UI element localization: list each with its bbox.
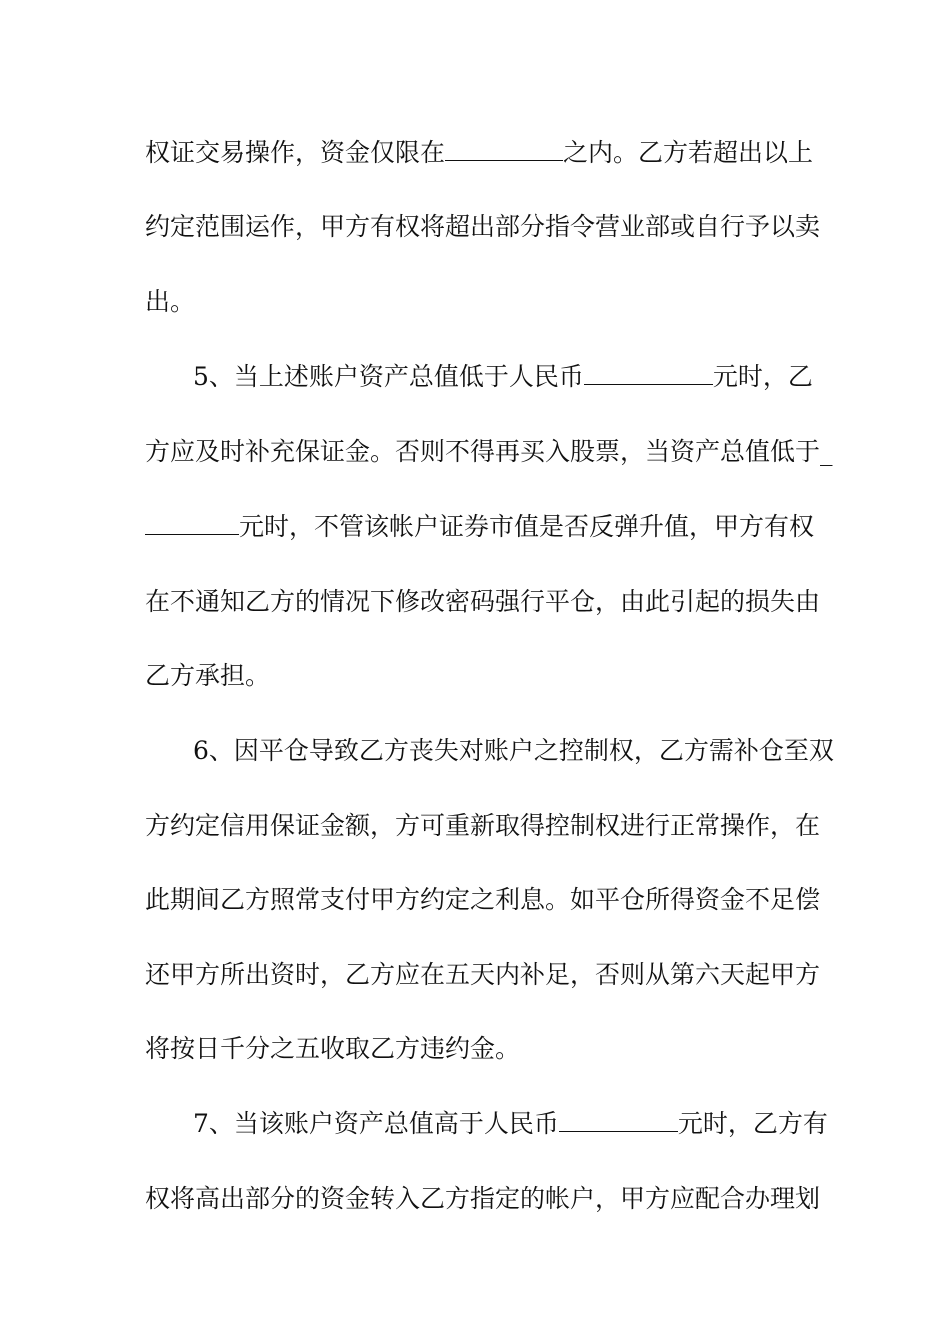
fill-in-blank (584, 362, 713, 385)
text-line-6 (145, 512, 815, 542)
text-line-2: 约定范围运作，甲方有权将超出部分指令营业部或自行予以卖 (145, 212, 821, 241)
line-4-part-a: 5、当上述账户资产总值低于人民币 (193, 362, 584, 391)
line-4-part-b: 元时，乙 (712, 362, 813, 391)
text-line-13: 将按日千分之五收取乙方违约金。 (145, 1034, 521, 1063)
line-14-part-a: 7、当该账户资产总值高于人民币 (193, 1109, 559, 1138)
fill-in-blank (445, 138, 563, 161)
text-line-5: 方应及时补充保证金。否则不得再买入股票，当资产总值低于_ (145, 437, 833, 466)
line-1-part-a: 权证交易操作，资金仅限在 (145, 138, 446, 167)
fill-in-blank (145, 512, 239, 535)
text-line-12: 还甲方所出资时，乙方应在五天内补足，否则从第六天起甲方 (145, 960, 821, 989)
line-14-part-b: 元时，乙方有 (677, 1109, 828, 1138)
text-line-15: 权将高出部分的资金转入乙方指定的帐户，甲方应配合办理划 (145, 1184, 821, 1213)
text-line-14 (193, 1109, 828, 1139)
fill-in-blank (559, 1109, 678, 1132)
text-line-11: 此期间乙方照常支付甲方约定之利息。如平仓所得资金不足偿 (145, 885, 821, 914)
line-1-part-b: 之内。乙方若超出以上 (563, 138, 814, 167)
text-line-1 (145, 138, 814, 168)
text-line-10: 方约定信用保证金额，方可重新取得控制权进行正常操作，在 (145, 811, 821, 840)
text-line-7: 在不通知乙方的情况下修改密码强行平仓，由此引起的损失由 (145, 587, 821, 616)
line-6-part-b: 元时，不管该帐户证券市值是否反弹升值，甲方有权 (239, 512, 815, 541)
text-line-3: 出。 (145, 287, 196, 316)
text-line-4 (193, 362, 813, 392)
text-line-9: 6、因平仓导致乙方丧失对账户之控制权，乙方需补仓至双 (193, 736, 834, 765)
text-line-8: 乙方承担。 (145, 661, 271, 690)
